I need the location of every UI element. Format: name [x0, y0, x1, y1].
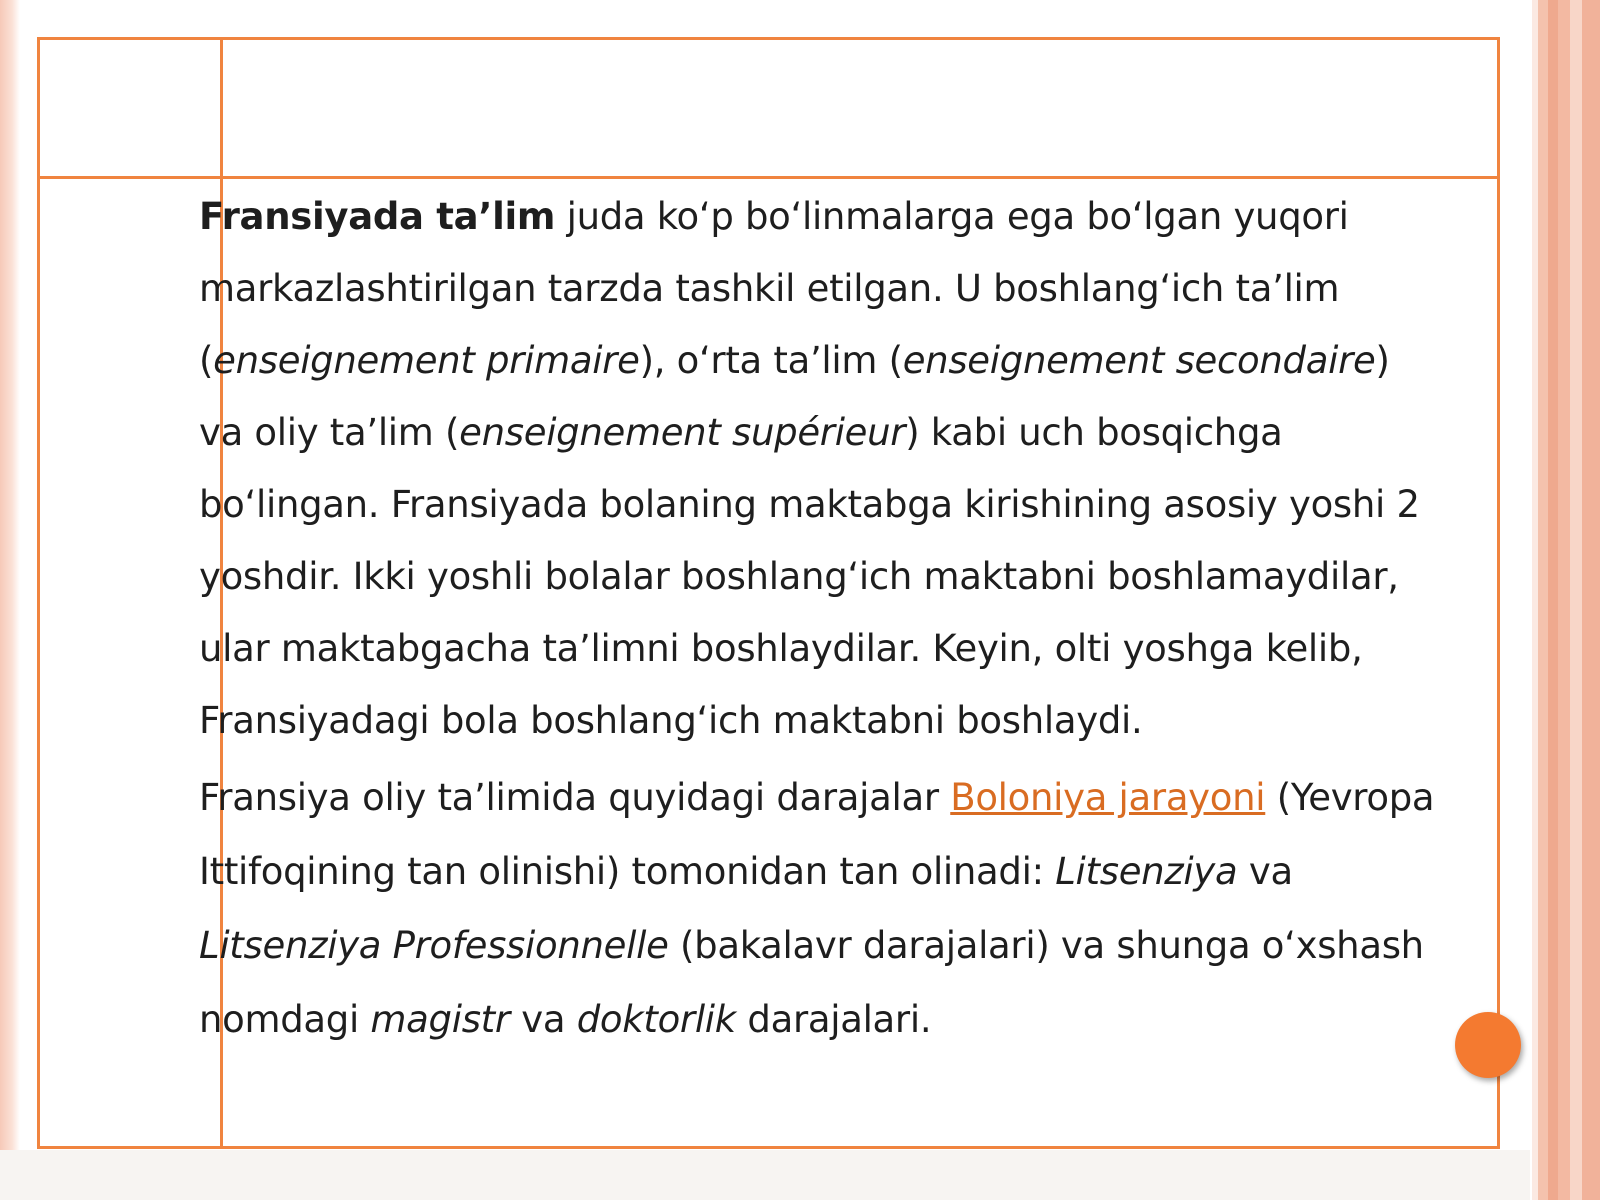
bottom-band-decoration	[0, 1150, 1530, 1200]
italic-term: enseignement primaire	[213, 339, 640, 382]
italic-term: enseignement supérieur	[459, 411, 906, 454]
text-span: (Yevropa Ittifoqining tan olinishi) tomonidan tan olinadi:	[199, 776, 1435, 893]
left-edge-decoration	[0, 0, 20, 1200]
right-stripes-decoration	[1532, 0, 1600, 1200]
text-span: ) kabi uch bosqichga bo‘lingan. Fransiyada bolaning maktabga kirishining asosiy yoshi 2 yoshdir. Ikki yoshli bolalar boshlang‘ich maktabni boshlamaydilar, ular maktabgacha ta’limni boshlaydilar. Keyin, olti yoshga kelib, Fransiyadagi bola boshlang‘ich maktabni boshlaydi.	[199, 411, 1420, 742]
text-span: ) va oliy ta’lim (	[199, 339, 1390, 454]
table-header-title-cell	[223, 40, 1497, 176]
text-span: va	[1237, 850, 1293, 893]
italic-term: doktorlik	[576, 998, 736, 1041]
paragraph-higher-education-degrees	[199, 761, 1439, 1057]
text-span: va	[509, 998, 577, 1041]
text-span: (bakalavr darajalari) va shunga o‘xshash nomdagi	[199, 924, 1424, 1041]
text-span: Fransiya oliy ta’limida quyidagi darajalar	[199, 776, 951, 819]
bologna-process-link[interactable]: Boloniya jarayoni	[950, 776, 1266, 819]
bold-lead-text: Fransiyada ta’lim	[199, 195, 556, 238]
text-span: darajalari.	[735, 998, 932, 1041]
italic-term: enseignement secondaire	[902, 339, 1376, 382]
paragraph-education-structure	[199, 181, 1439, 757]
italic-term: Litsenziya Professionnelle	[199, 924, 669, 967]
table-body-left-cell	[40, 179, 220, 1146]
italic-term: Litsenziya	[1055, 850, 1238, 893]
slide-body-text	[199, 181, 1439, 1057]
table-header-left-cell	[40, 40, 220, 176]
text-span: ), o‘rta ta’lim (	[639, 339, 903, 382]
text-span: juda ko‘p bo‘linmalarga ega bo‘lgan yuqori markazlashtirilgan tarzda tashkil etilgan. U boshlang‘ich ta’lim (	[199, 195, 1349, 382]
orange-circle-decoration	[1455, 1012, 1521, 1078]
italic-term: magistr	[370, 998, 510, 1041]
table-horizontal-divider	[40, 176, 1497, 179]
